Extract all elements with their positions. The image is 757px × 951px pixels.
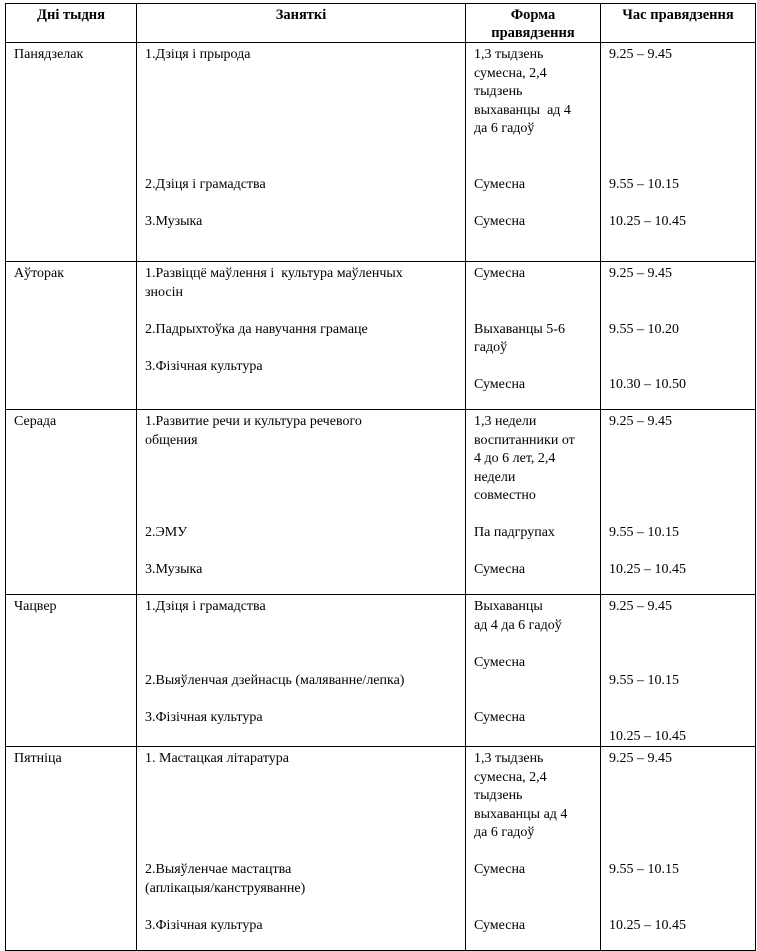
form-line: ад 4 да 6 гадоў	[474, 617, 562, 633]
form-line: 1,3 тыдзень	[474, 751, 544, 766]
form-line: сумесна, 2,4	[474, 65, 547, 81]
lessons-line: 3.Фізічная культура	[145, 710, 263, 725]
lessons-line	[145, 120, 457, 139]
form-line: Сумесна	[474, 562, 526, 577]
form-line: Па падгрупах	[474, 525, 555, 540]
form-cell	[466, 747, 601, 951]
table-row	[6, 595, 756, 747]
time-line: 10.25 – 10.45	[609, 562, 686, 577]
lessons-line: (аплікацыя/канструяванне)	[145, 880, 306, 896]
lessons-cell	[137, 262, 466, 410]
form-line: Выхаванцы	[474, 599, 543, 614]
time-line	[609, 65, 747, 84]
time-line: 9.25 – 9.45	[609, 414, 672, 429]
time-line	[609, 83, 747, 102]
lessons-line	[145, 543, 457, 562]
schedule-table	[5, 3, 756, 951]
time-cell	[601, 410, 756, 595]
time-line: 9.25 – 9.45	[609, 266, 672, 281]
header-row	[6, 4, 756, 43]
form-line: 1,3 тыдзень	[474, 47, 544, 62]
time-line: 10.25 – 10.45	[609, 728, 686, 744]
form-line	[474, 691, 592, 710]
form-line: Сумесна	[474, 377, 526, 392]
lessons-line	[145, 339, 457, 358]
time-line: 10.30 – 10.50	[609, 377, 686, 392]
time-line: 9.55 – 10.15	[609, 176, 679, 192]
form-line: да 6 гадоў	[474, 121, 535, 136]
lessons-line	[145, 65, 457, 84]
form-cell	[466, 262, 601, 410]
time-line	[609, 487, 747, 506]
time-line: 9.55 – 10.15	[609, 862, 679, 877]
form-line: Сумесна	[474, 266, 526, 281]
lessons-line: 3.Фізічная культура	[145, 917, 263, 933]
lessons-line	[145, 806, 457, 825]
time-line	[609, 358, 747, 377]
time-line	[609, 654, 747, 673]
form-line: воспитанники от	[474, 432, 575, 448]
form-line	[474, 284, 592, 303]
lessons-line: 3.Фізічная культура	[145, 358, 263, 374]
time-line	[609, 120, 747, 139]
time-line	[609, 469, 747, 488]
lessons-line	[145, 139, 457, 158]
lessons-line	[145, 617, 457, 636]
time-cell	[601, 43, 756, 262]
time-line	[609, 450, 747, 469]
lessons-line	[145, 691, 457, 710]
lessons-line	[145, 635, 457, 654]
time-cell	[601, 595, 756, 747]
time-line: 9.25 – 9.45	[609, 599, 672, 614]
form-line	[474, 880, 592, 899]
time-line: 10.25 – 10.45	[609, 213, 686, 229]
day-cell: Чацвер	[6, 595, 137, 747]
form-cell	[466, 43, 601, 262]
form-cell	[466, 410, 601, 595]
form-line	[474, 302, 592, 321]
form-line	[474, 635, 592, 654]
time-line	[609, 691, 747, 710]
time-line	[609, 284, 747, 303]
lessons-line: 1.Развіццё маўлення і культура маўленчых	[145, 266, 403, 281]
form-line: гадоў	[474, 340, 508, 355]
header-time: Час правядзення	[601, 4, 756, 43]
time-line: 9.25 – 9.45	[609, 751, 672, 766]
time-line	[609, 157, 747, 176]
form-line: Сумесна	[474, 710, 526, 725]
form-line	[474, 194, 592, 213]
time-line: 9.55 – 10.20	[609, 321, 679, 337]
time-line	[609, 302, 747, 321]
time-cell	[601, 262, 756, 410]
lessons-line: 1. Мастацкая літаратура	[145, 751, 289, 766]
form-line: тыдзень	[474, 84, 523, 99]
time-line: 9.55 – 10.15	[609, 673, 679, 688]
time-line: 10.25 – 10.45	[609, 917, 686, 933]
lessons-line	[145, 898, 457, 917]
form-line: тыдзень	[474, 788, 523, 803]
time-line	[609, 139, 747, 158]
lessons-cell	[137, 410, 466, 595]
lessons-line: зносін	[145, 284, 183, 300]
form-line: Сумесна	[474, 862, 526, 877]
lessons-cell	[137, 43, 466, 262]
lessons-line: 1.Дзіця і прырода	[145, 47, 251, 62]
table-row	[6, 43, 756, 262]
lessons-line	[145, 769, 457, 788]
lessons-line	[145, 843, 457, 862]
day-cell: Серада	[6, 410, 137, 595]
time-line	[609, 806, 747, 825]
time-line	[609, 898, 747, 917]
time-line	[609, 880, 747, 899]
table-row	[6, 262, 756, 410]
form-cell	[466, 595, 601, 747]
form-line: сумесна, 2,4	[474, 769, 547, 785]
lessons-line	[145, 102, 457, 121]
time-line	[609, 543, 747, 562]
lessons-line	[145, 157, 457, 176]
lessons-line	[145, 487, 457, 506]
header-lessons: Заняткі	[137, 4, 466, 43]
form-line: да 6 гадоў	[474, 825, 535, 840]
time-line	[609, 769, 747, 788]
header-form: Форма правядзення	[466, 4, 601, 43]
form-line	[474, 898, 592, 917]
lessons-cell	[137, 747, 466, 951]
time-line: 9.25 – 9.45	[609, 47, 672, 62]
time-line	[609, 432, 747, 451]
form-line	[474, 843, 592, 862]
table-row	[6, 747, 756, 951]
form-line	[474, 543, 592, 562]
time-line	[609, 843, 747, 862]
form-line: выхаванцы ад 4	[474, 102, 571, 118]
time-line: 9.55 – 10.15	[609, 525, 679, 540]
lessons-line: общения	[145, 432, 198, 448]
table-row	[6, 410, 756, 595]
lessons-line: 2.Выяўленчае мастацтва	[145, 862, 292, 877]
time-line	[609, 787, 747, 806]
lessons-line: 1.Развитие речи и культура речевого	[145, 414, 362, 429]
lessons-line: 2.Дзіця і грамадства	[145, 176, 266, 192]
lessons-line	[145, 469, 457, 488]
form-line	[474, 358, 592, 377]
form-line: Сумесна	[474, 654, 526, 670]
header-day: Дні тыдня	[6, 4, 137, 43]
time-line	[609, 709, 747, 728]
form-line: Выхаванцы 5-6	[474, 321, 565, 337]
day-cell: Аўторак	[6, 262, 137, 410]
lessons-line	[145, 302, 457, 321]
lessons-line	[145, 450, 457, 469]
form-line: Сумесна	[474, 917, 526, 933]
form-line	[474, 157, 592, 176]
form-line	[474, 506, 592, 525]
form-line: совместно	[474, 488, 536, 503]
form-line: недели	[474, 469, 516, 485]
time-line	[609, 194, 747, 213]
form-line: выхаванцы ад 4	[474, 806, 568, 822]
lessons-line: 3.Музыка	[145, 562, 203, 577]
time-line	[609, 824, 747, 843]
time-line	[609, 617, 747, 636]
time-line	[609, 339, 747, 358]
time-line	[609, 102, 747, 121]
day-cell: Пятніца	[6, 747, 137, 951]
lessons-line: 3.Музыка	[145, 213, 203, 229]
lessons-line	[145, 824, 457, 843]
lessons-line: 2.Выяўленчая дзейнасць (маляванне/лепка)	[145, 673, 405, 688]
lessons-line	[145, 83, 457, 102]
day-cell: Панядзелак	[6, 43, 137, 262]
form-line	[474, 139, 592, 158]
lessons-line	[145, 654, 457, 673]
form-line: 4 до 6 лет, 2,4	[474, 451, 556, 466]
form-line: 1,3 недели	[474, 414, 537, 429]
lessons-line	[145, 194, 457, 213]
form-line: Сумесна	[474, 176, 526, 192]
lessons-line: 2.Падрыхтоўка да навучання грамаце	[145, 321, 368, 337]
time-line	[609, 635, 747, 654]
time-cell	[601, 747, 756, 951]
lessons-cell	[137, 595, 466, 747]
lessons-line: 1.Дзіця і грамадства	[145, 599, 266, 614]
lessons-line: 2.ЭМУ	[145, 525, 188, 540]
lessons-line	[145, 787, 457, 806]
time-line	[609, 506, 747, 525]
form-line	[474, 672, 592, 691]
lessons-line	[145, 506, 457, 525]
form-line: Сумесна	[474, 213, 526, 229]
